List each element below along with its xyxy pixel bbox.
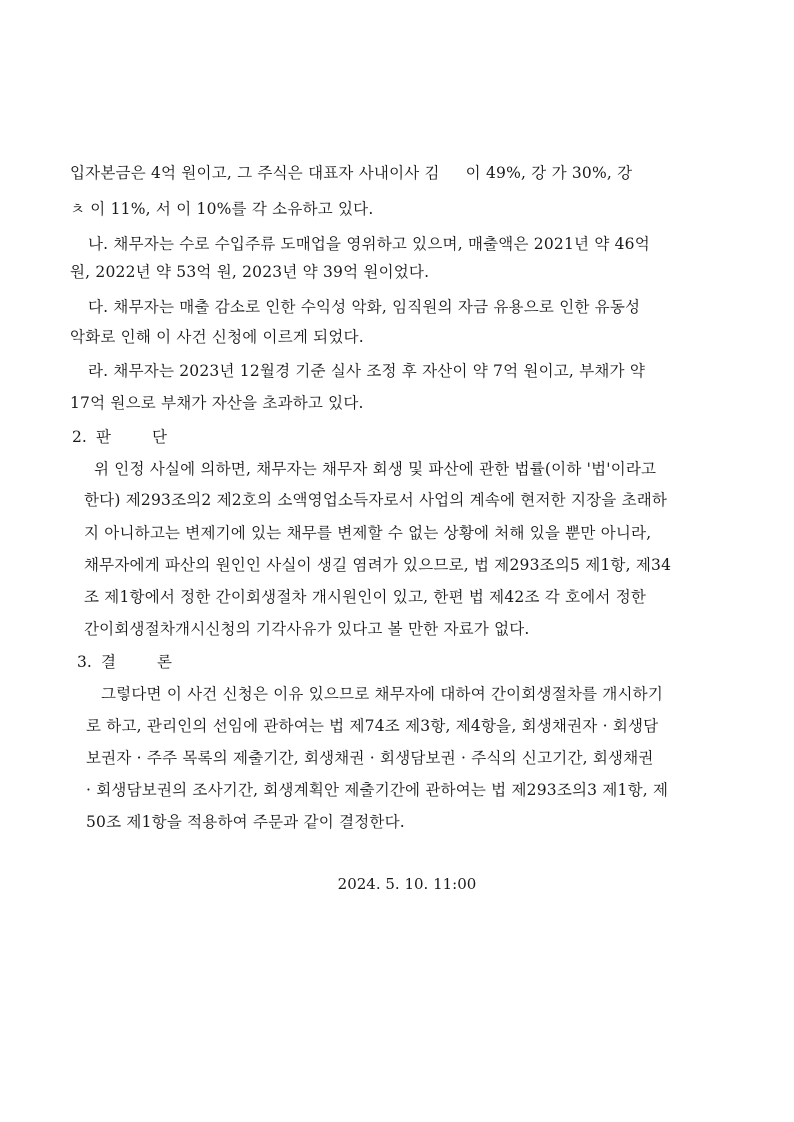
text-line: 채무자에게 파산의 원인인 사실이 생길 염려가 있으므로, 법 제293조의5 제1항, 제34 <box>84 556 672 574</box>
section-title-part: 론 <box>157 653 172 671</box>
decision-date: 2024. 5. 10. 11:00 <box>337 875 477 893</box>
text-line: ㅊ 이 11%, 서 이 10%를 각 소유하고 있다. <box>70 200 374 218</box>
text-line: 조 제1항에서 정한 간이회생절차 개시원인이 있고, 한편 법 제42조 각 호에서 정한 <box>84 588 647 606</box>
text-line: 지 아니하고는 변제기에 있는 채무를 변제할 수 없는 상황에 처해 있을 뿐만 아니라, <box>84 524 652 542</box>
text-line: 다. 채무자는 매출 감소로 인한 수익성 악화, 임직원의 자금 유용으로 인한 유동성 <box>88 298 641 316</box>
text-line: 라. 채무자는 2023년 12월경 기준 실사 조정 후 자산이 약 7억 원이고, 부채가 약 <box>88 362 646 380</box>
text-line: 로 하고, 관리인의 선임에 관하여는 법 제74조 제3항, 제4항을, 회생채권자 · 회생담 <box>86 717 659 735</box>
text-line: 악화로 인해 이 사건 신청에 이르게 되었다. <box>70 328 364 346</box>
section-title-part: 단 <box>152 428 167 446</box>
section-heading-judgment <box>72 427 167 447</box>
text-line: 간이회생절차개시신청의 기각사유가 있다고 볼 만한 자료가 없다. <box>84 620 530 638</box>
text-line: 17억 원으로 부채가 자산을 초과하고 있다. <box>70 394 364 412</box>
text-line: 한다) 제293조의2 제2호의 소액영업소득자로서 사업의 계속에 현저한 지장을 초래하 <box>84 491 668 509</box>
text-line: · 회생담보권의 조사기간, 회생계획안 제출기간에 관하여는 법 제293조의3 제1항, 제 <box>86 781 669 799</box>
section-number: 3. <box>77 653 92 671</box>
text-line: 50조 제1항을 적용하여 주문과 같이 결정한다. <box>86 813 405 831</box>
text-line: 위 인정 사실에 의하면, 채무자는 채무자 회생 및 파산에 관한 법률(이하 '법'이라고 <box>94 460 657 478</box>
text-line: 원, 2022년 약 53억 원, 2023년 약 39억 원이었다. <box>70 263 430 281</box>
text-line: 나. 채무자는 수로 수입주류 도매업을 영위하고 있으며, 매출액은 2021년 약 46억 <box>88 235 650 253</box>
section-title-part: 결 <box>101 653 116 671</box>
text-line: 보권자 · 주주 목록의 제출기간, 회생채권 · 회생담보권 · 주식의 신고기간, 회생채권 <box>86 749 654 767</box>
section-heading-conclusion <box>77 652 172 672</box>
section-title-part: 판 <box>96 428 111 446</box>
text-line: 입자본금은 4억 원이고, 그 주식은 대표자 사내이사 김 이 49%, 강 가 30%, 강 <box>70 164 633 182</box>
section-number: 2. <box>72 428 87 446</box>
text-line: 그렇다면 이 사건 신청은 이유 있으므로 채무자에 대하여 간이회생절차를 개시하기 <box>101 685 664 703</box>
